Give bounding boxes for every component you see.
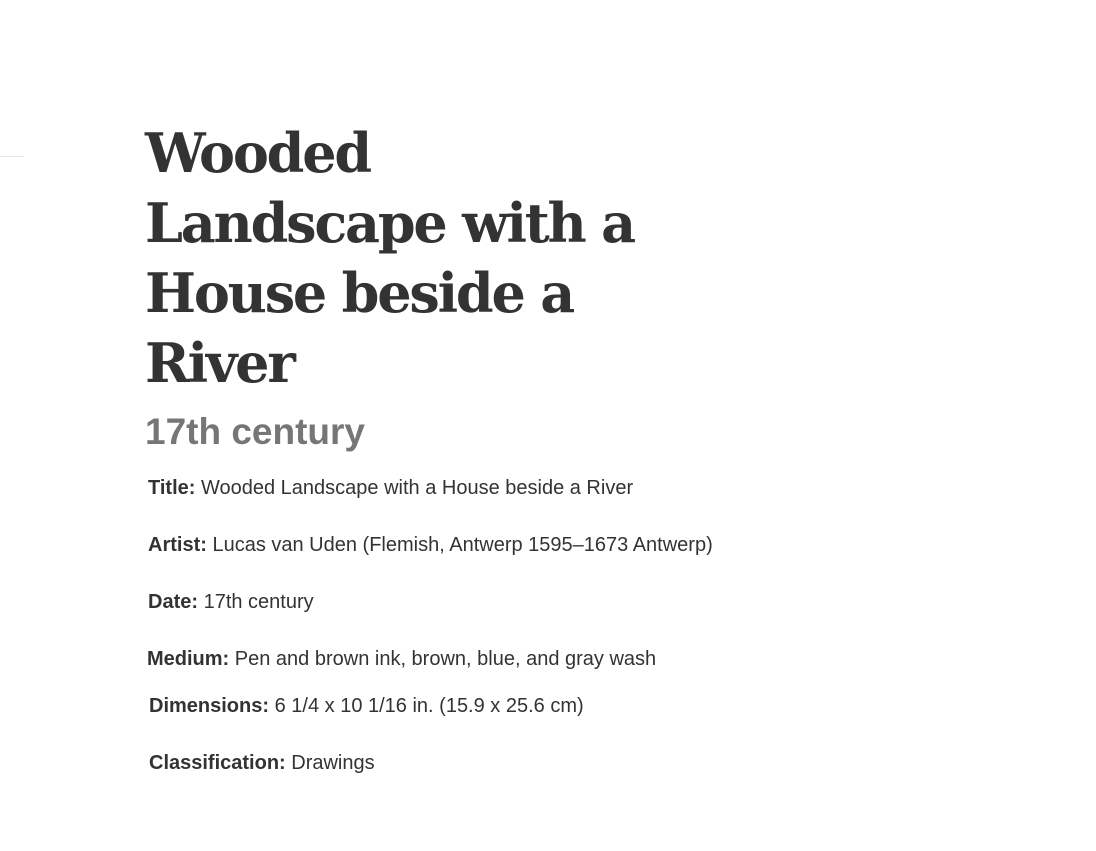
artwork-date-heading: 17th century [145,411,366,452]
detail-value: Lucas van Uden (Flemish, Antwerp 1595–1673 Antwerp) [212,534,713,556]
detail-value: Wooded Landscape with a House beside a River [200,477,634,499]
detail-label: Classification: [149,752,286,774]
detail-row-date [145,588,825,616]
detail-label: Medium: [147,648,230,670]
detail-label: Date: [148,591,199,613]
detail-row-medium [145,645,825,673]
detail-value: Drawings [291,752,375,774]
detail-label: Title: [148,477,196,499]
detail-row-title [145,474,825,502]
detail-row-dimensions [145,692,825,720]
detail-row-artist [145,531,825,559]
detail-value: Pen and brown ink, brown, blue, and gray wash [234,648,657,670]
edge-divider [0,156,24,157]
artwork-title: Wooded Landscape with a House beside a River [145,121,634,395]
artwork-info [145,118,825,777]
artwork-details [145,474,825,777]
detail-label: Dimensions: [149,695,270,717]
detail-value: 6 1/4 x 10 1/16 in. (15.9 x 25.6 cm) [274,695,584,717]
detail-label: Artist: [148,534,207,556]
detail-row-classification [145,749,825,777]
detail-value: 17th century [203,591,314,613]
